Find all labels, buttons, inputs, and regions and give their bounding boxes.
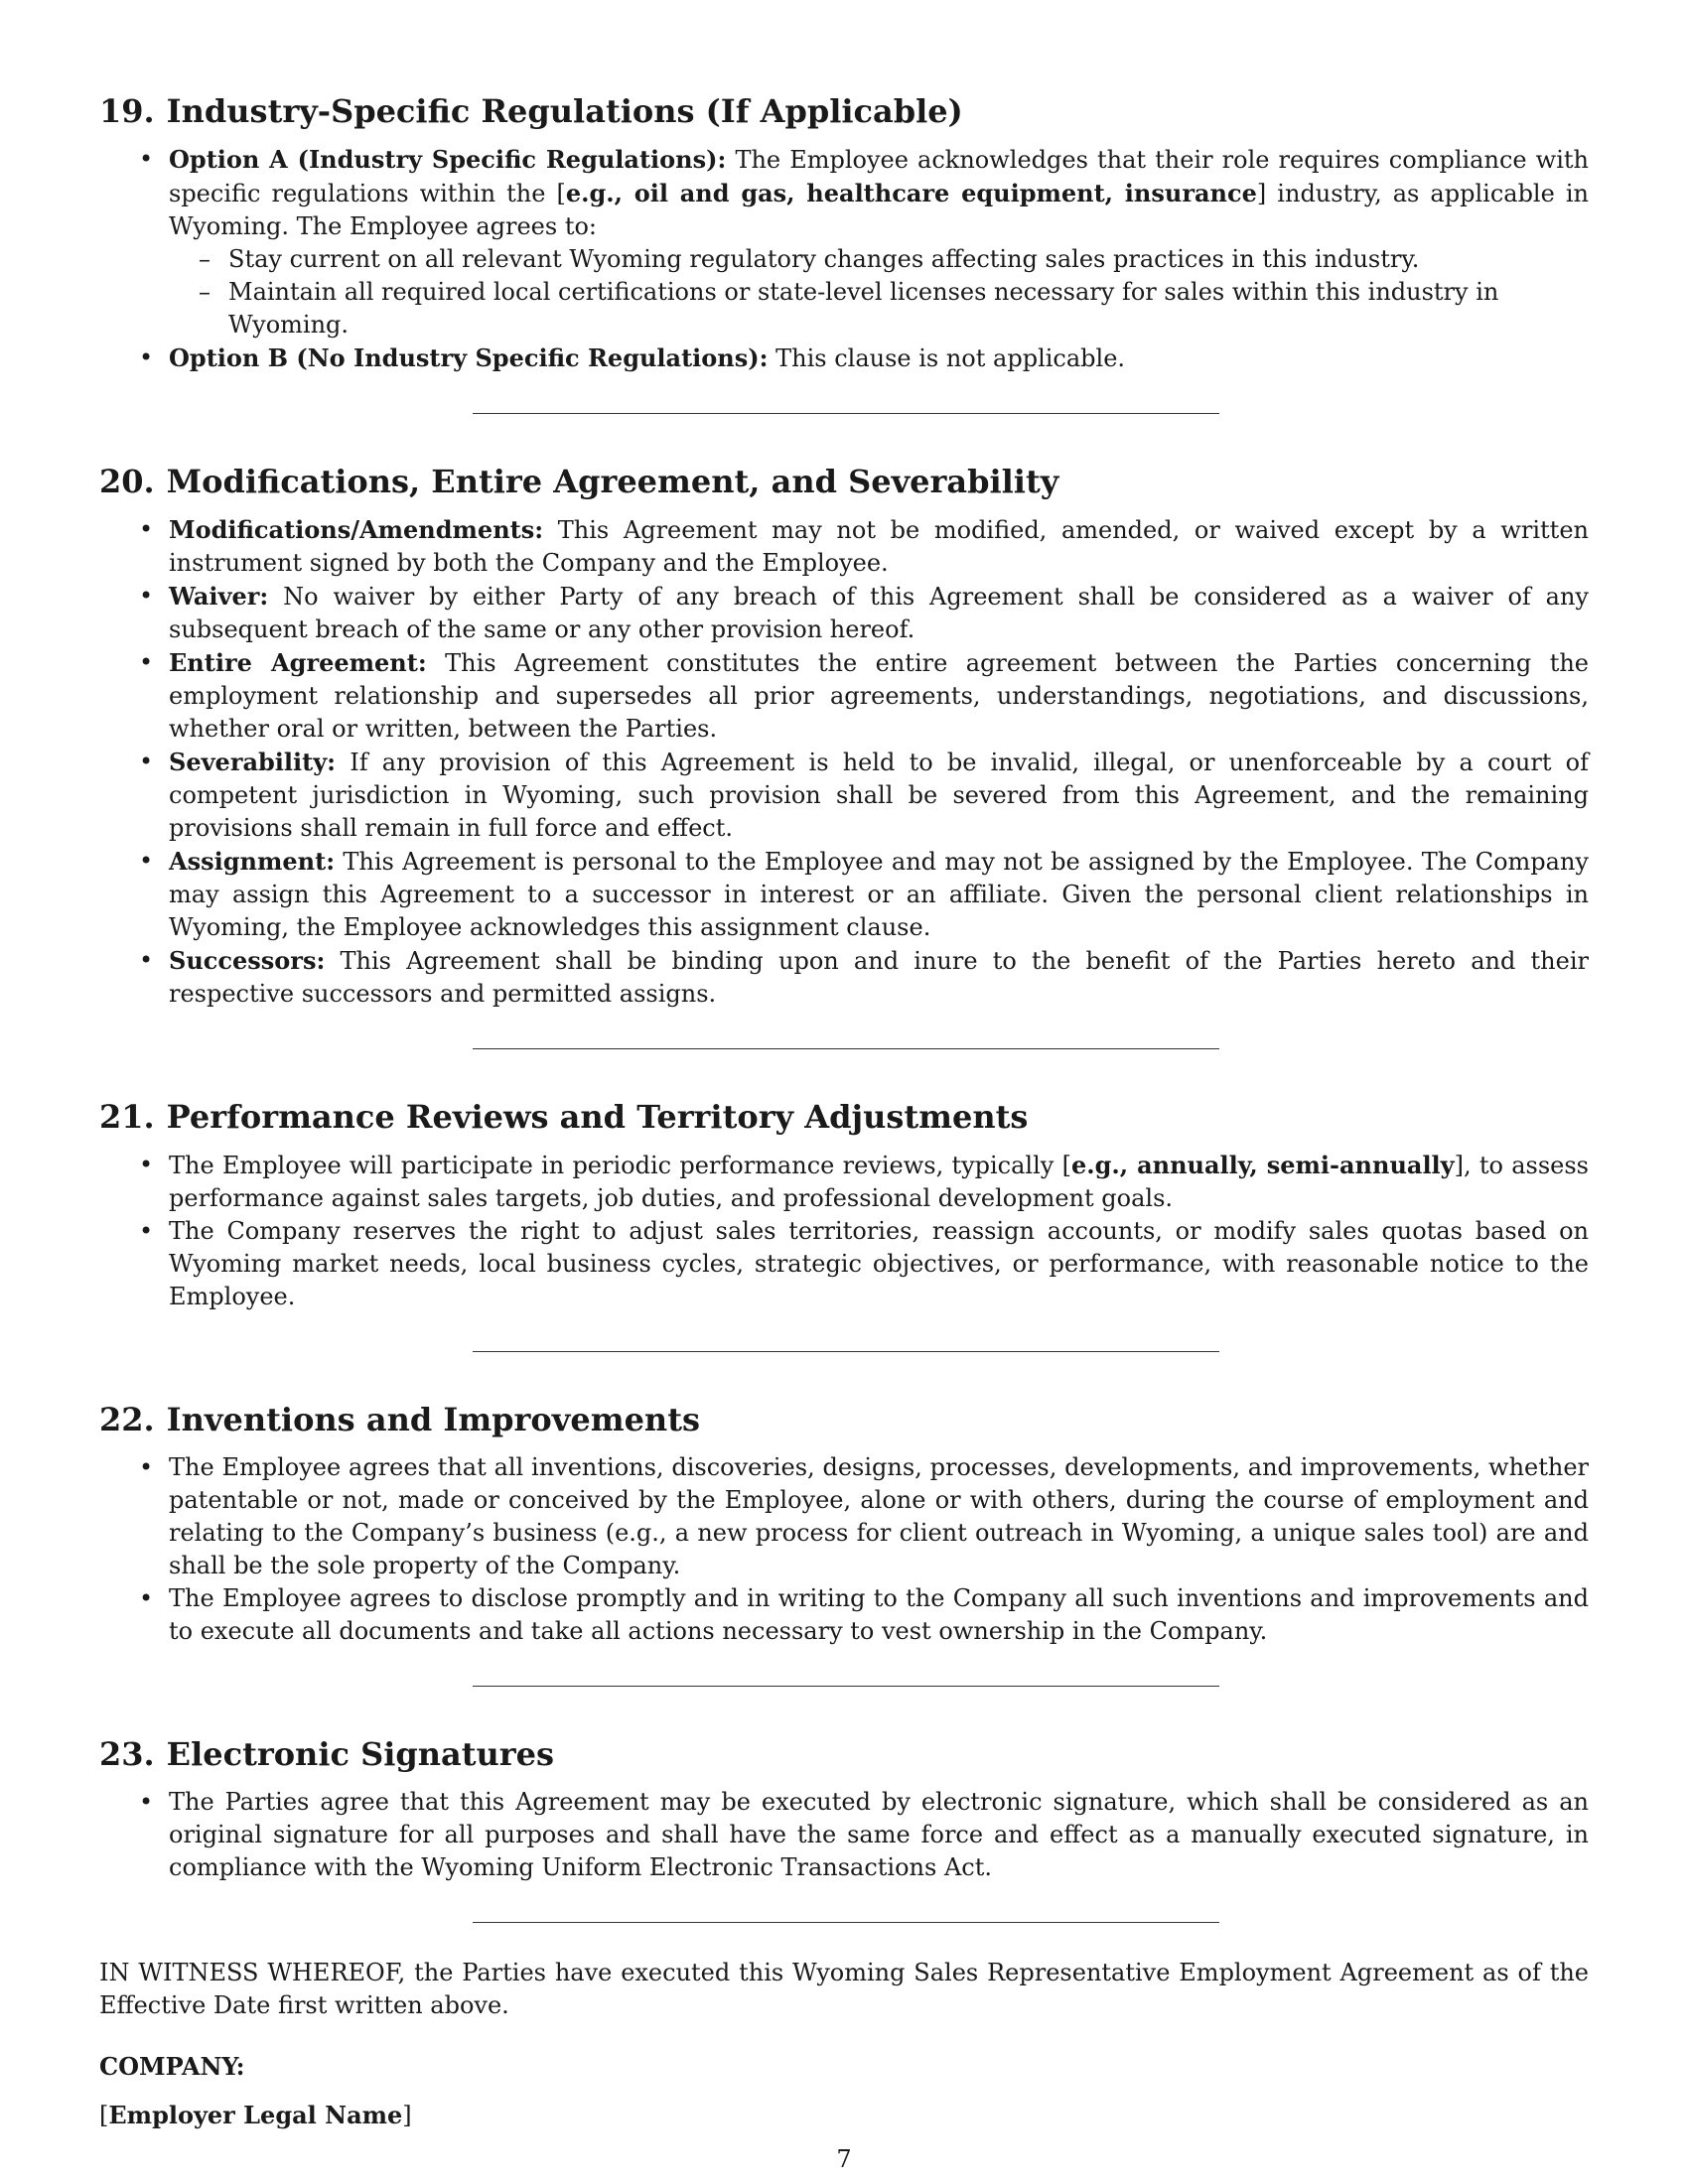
item-label: Severability: — [169, 748, 337, 776]
section-number: 22. — [99, 1401, 155, 1438]
option-b-text: This clause is not applicable. — [768, 344, 1126, 372]
section-number: 20. — [99, 463, 155, 500]
section-title: Performance Reviews and Territory Adjustments — [166, 1098, 1029, 1136]
list-item — [99, 646, 1589, 746]
list-item: • The Parties agree that this Agreement may be executed by electronic signature, which shall be considered as an original signature for all purposes and shall have the same force and effect as a manually executed signature, in compliance with the Wyoming Uniform Electronic Transactions Act. — [99, 1786, 1589, 1884]
item-text: The Employee will participate in periodic performance reviews, typically — [169, 1152, 1062, 1179]
witness-paragraph: IN WITNESS WHEREOF, the Parties have executed this Wyoming Sales Representative Employment Agreement as of the Effective Date first written above. — [99, 1959, 1589, 2019]
list-item: • The Employee agrees to disclose promptly and in writing to the Company all such inventions and improvements and to execute all documents and take all actions necessary to vest ownership in the Company. — [99, 1582, 1589, 1648]
section-heading — [99, 462, 1589, 501]
item-label: Waiver: — [169, 582, 269, 611]
section-number: 21. — [99, 1098, 155, 1136]
bracket-open: [ — [1061, 1152, 1071, 1179]
section-heading — [99, 1097, 1589, 1137]
bracket-open: [ — [99, 2102, 109, 2129]
industry-placeholder: e.g., oil and gas, healthcare equipment, insurance — [565, 179, 1257, 207]
bracket-close: ] — [402, 2102, 412, 2129]
bullet-list — [99, 1149, 1589, 1313]
bullet-list — [99, 513, 1589, 1011]
sub-list-item: – Stay current on all relevant Wyoming regulatory changes affecting sales practices in this industry. — [169, 243, 1589, 276]
bracket-close: ] — [1256, 180, 1267, 207]
list-item — [99, 143, 1589, 341]
list-item: • The Company reserves the right to adjust sales territories, reassign accounts, or modify sales quotas based on Wyoming market needs, local business cycles, strategic objectives, or performance, with reasonable notice to the Employee. — [99, 1215, 1589, 1313]
employer-name-line — [99, 2099, 1589, 2132]
item-text-continued: , to assess performance against sales targets, job duties, and professional development goals. — [169, 1152, 1589, 1212]
section-22 — [99, 1400, 1589, 1687]
list-item — [99, 1149, 1589, 1215]
horizontal-rule — [473, 413, 1219, 414]
section-heading — [99, 1400, 1589, 1439]
section-number: 19. — [99, 92, 155, 130]
list-item — [99, 845, 1589, 944]
section-19 — [99, 91, 1589, 414]
section-23 — [99, 1734, 1589, 1923]
horizontal-rule — [473, 1922, 1219, 1923]
list-item — [99, 746, 1589, 845]
item-text: If any provision of this Agreement is held to be invalid, illegal, or unenforceable by a court of competent jurisdiction in Wyoming, such provision shall be severed from this Agreement, and the remaining provisions shall remain in full force and effect. — [169, 749, 1589, 842]
horizontal-rule — [473, 1048, 1219, 1049]
option-a-label: Option A (Industry Specific Regulations): — [169, 145, 727, 174]
list-item — [99, 513, 1589, 580]
horizontal-rule — [473, 1686, 1219, 1687]
item-label: Entire Agreement: — [169, 648, 427, 677]
item-label: Successors: — [169, 946, 326, 975]
sub-list — [169, 243, 1589, 341]
item-text: This Agreement constitutes the entire agreement between the Parties concerning the employment relationship and supersedes all prior agreements, understandings, negotiations, and discussions, whether oral or written, between the Parties. — [169, 649, 1590, 743]
sub-list-item: – Maintain all required local certifications or state-level licenses necessary for sales within this industry in Wyoming. — [169, 276, 1589, 341]
page-number: 7 — [836, 2145, 852, 2173]
company-label: COMPANY: — [99, 2052, 245, 2081]
bullet-list — [99, 1786, 1589, 1884]
item-text: No waiver by either Party of any breach of this Agreement shall be considered as a waiver of any subsequent breach of the same or any other provision hereof. — [169, 583, 1589, 643]
section-title: Industry-Specific Regulations (If Applicable) — [166, 92, 963, 130]
section-heading — [99, 91, 1589, 131]
section-21 — [99, 1097, 1589, 1352]
section-title: Modifications, Entire Agreement, and Severability — [166, 463, 1059, 500]
item-text: This Agreement is personal to the Employee and may not be assigned by the Employee. The Company may assign this Agreement to a successor in interest or an affiliate. Given the personal client relationships in Wyoming, the Employee acknowledges this assignment clause. — [169, 848, 1589, 941]
section-title: Inventions and Improvements — [166, 1401, 700, 1438]
bracket-close: ] — [1454, 1152, 1464, 1179]
item-label: Modifications/Amendments: — [169, 515, 544, 544]
bullet-list — [99, 1451, 1589, 1648]
employer-legal-name: Employer Legal Name — [108, 2101, 403, 2129]
list-item: • The Employee agrees that all inventions, discoveries, designs, processes, developments, and improvements, whether patentable or not, made or conceived by the Employee, alone or with others, during the course of employment and relating to the Company’s business (e.g., a new process for client outreach in Wyoming, a unique sales tool) are and shall be the sole property of the Company. — [99, 1451, 1589, 1582]
item-text: This Agreement may not be modified, amended, or waived except by a written instrument signed by both the Company and the Employee. — [169, 516, 1589, 577]
document-page — [99, 91, 1589, 2132]
list-item — [99, 341, 1589, 375]
option-a-text: The Employee acknowledges that their role requires compliance with specific regulations within the — [169, 146, 1589, 207]
section-heading — [99, 1734, 1589, 1774]
list-item — [99, 944, 1589, 1011]
bracket-open: [ — [556, 180, 566, 207]
review-frequency-placeholder: e.g., annually, semi-annually — [1070, 1151, 1455, 1179]
list-item — [99, 580, 1589, 646]
horizontal-rule — [473, 1351, 1219, 1352]
section-20 — [99, 462, 1589, 1049]
item-text: This Agreement shall be binding upon and inure to the benefit of the Parties hereto and their respective successors and permitted assigns. — [169, 947, 1589, 1008]
item-label: Assignment: — [169, 847, 336, 876]
bullet-list — [99, 143, 1589, 375]
option-b-label: Option B (No Industry Specific Regulations): — [169, 343, 769, 372]
option-a-text-continued: industry, as applicable in Wyoming. The Employee agrees to: — [169, 180, 1589, 240]
section-number: 23. — [99, 1735, 155, 1773]
section-title: Electronic Signatures — [166, 1735, 555, 1773]
